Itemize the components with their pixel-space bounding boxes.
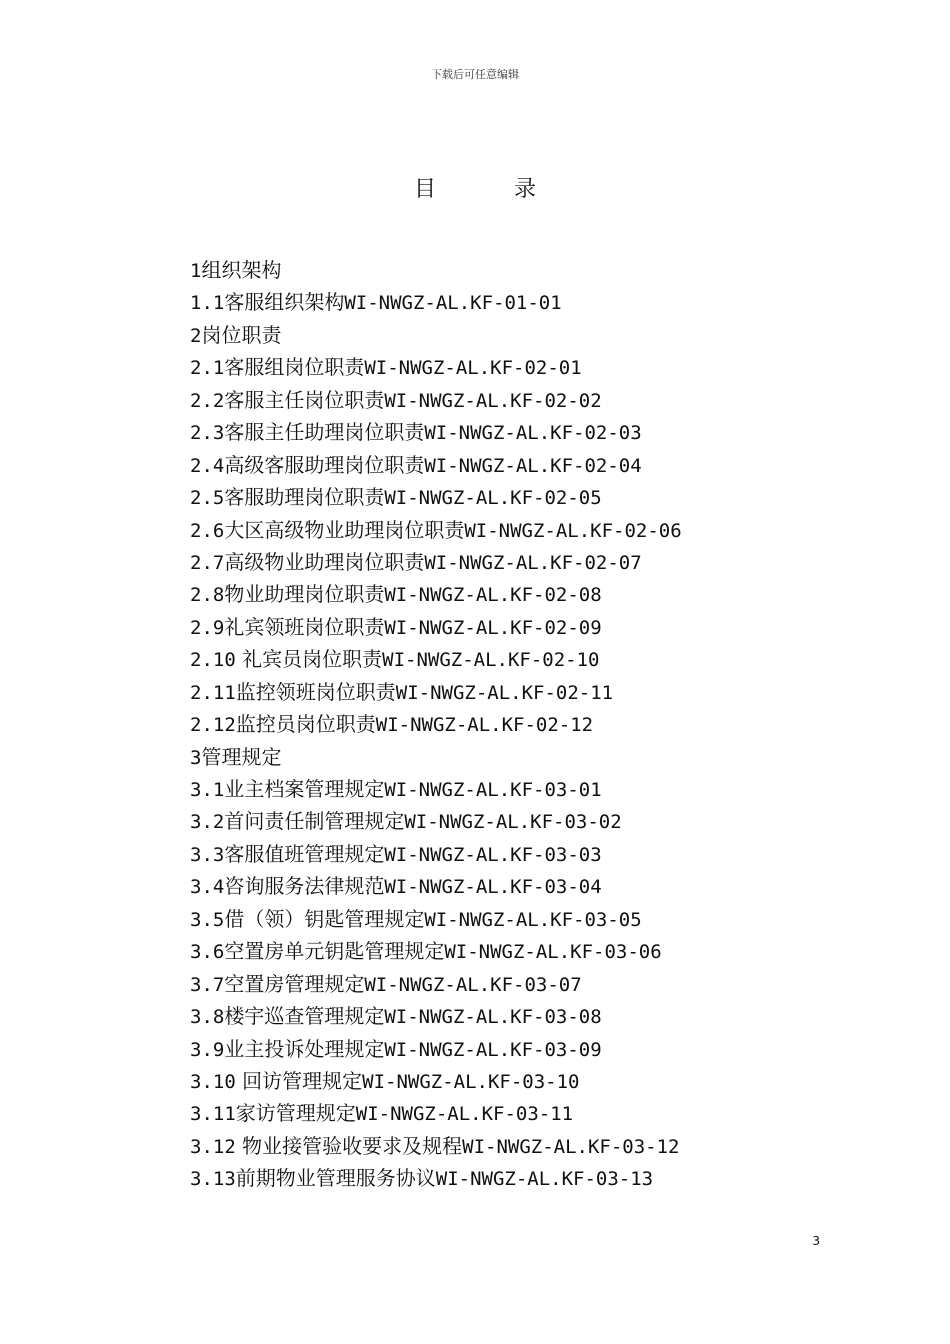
toc-entry[interactable] — [190, 611, 890, 643]
toc-entry-code: WI-NWGZ-AL.KF-02-04 — [424, 454, 642, 477]
header-note: 下载后可任意编辑 — [431, 68, 519, 81]
toc-entry-number: 3.4 — [190, 876, 225, 899]
toc-entry-number: 3.11 — [190, 1103, 236, 1126]
toc-entry-title: 楼宇巡查管理规定 — [224, 1004, 385, 1029]
toc-entry-title: 高级客服助理岗位职责 — [224, 452, 425, 477]
toc-entry-number: 3.9 — [190, 1038, 225, 1061]
toc-entry-number: 2.7 — [190, 551, 225, 574]
toc-entry[interactable] — [190, 1130, 890, 1162]
toc-entry[interactable] — [190, 578, 890, 610]
toc-entry[interactable] — [190, 903, 890, 935]
toc-entry-title: 空置房管理规定 — [224, 971, 365, 996]
toc-entry-code: WI-NWGZ-AL.KF-03-05 — [424, 908, 642, 931]
toc-entry-number: 2.9 — [190, 616, 225, 639]
toc-entry-title: 家访管理规定 — [235, 1101, 356, 1126]
toc-entry-title: 回访管理规定 — [235, 1068, 363, 1093]
toc-entry[interactable] — [190, 384, 890, 416]
toc-entry[interactable] — [190, 286, 890, 318]
toc-entry-code: WI-NWGZ-AL.KF-02-05 — [384, 487, 602, 510]
toc-entry-number: 2.8 — [190, 584, 225, 607]
document-title: 目录 — [413, 177, 614, 202]
toc-entry-number: 1.1 — [190, 292, 225, 315]
toc-entry-code: WI-NWGZ-AL.KF-03-03 — [384, 843, 602, 866]
toc-entry[interactable] — [190, 1033, 890, 1065]
toc-entry-number: 2.12 — [190, 714, 236, 737]
toc-entry-title: 借（领）钥匙管理规定 — [224, 906, 425, 931]
toc-entry-code: WI-NWGZ-AL.KF-02-03 — [424, 422, 642, 445]
toc-entry-title: 客服主任岗位职责 — [224, 387, 385, 412]
toc-entry-title: 客服主任助理岗位职责 — [224, 420, 425, 445]
toc-entry-title: 业主档案管理规定 — [224, 777, 385, 801]
toc-entry-number: 2.11 — [190, 681, 236, 704]
toc-entry-title: 大区高级物业助理岗位职责 — [224, 517, 465, 542]
toc-entry-code: WI-NWGZ-AL.KF-03-07 — [364, 973, 582, 996]
toc-entry-title: 咨询服务法律规范 — [224, 874, 385, 899]
toc-entry-number: 2.5 — [190, 487, 225, 510]
toc-entry-title: 业主投诉处理规定 — [224, 1036, 385, 1061]
toc-entry-number: 2.6 — [190, 519, 225, 542]
toc-entry-code: WI-NWGZ-AL.KF-02-01 — [364, 357, 582, 380]
toc-entry-code: WI-NWGZ-AL.KF-02-11 — [395, 681, 614, 704]
toc-entry[interactable] — [190, 708, 890, 740]
toc-entry-code: WI-NWGZ-AL.KF-02-02 — [384, 389, 602, 412]
toc-entry-number: 3.6 — [190, 941, 225, 964]
toc-entry-number: 3.5 — [190, 908, 225, 931]
toc-entry[interactable] — [190, 773, 890, 805]
toc-entry[interactable] — [190, 643, 890, 675]
toc-entry[interactable] — [190, 351, 890, 383]
table-of-contents — [190, 254, 890, 1195]
toc-entry-code: WI-NWGZ-AL.KF-03-11 — [355, 1103, 574, 1126]
toc-entry-code: WI-NWGZ-AL.KF-02-09 — [384, 616, 602, 639]
toc-entry[interactable] — [190, 805, 890, 837]
toc-entry-number: 2 — [190, 324, 202, 347]
toc-entry-title: 物业助理岗位职责 — [224, 582, 385, 607]
toc-entry-number: 3.8 — [190, 1006, 225, 1029]
toc-entry-title: 监控员岗位职责 — [235, 712, 376, 737]
toc-entry-title: 组织架构 — [201, 258, 282, 282]
toc-entry-number: 3.12 — [190, 1135, 236, 1158]
toc-entry-title: 客服值班管理规定 — [224, 841, 385, 866]
toc-entry-number: 3.7 — [190, 973, 225, 996]
toc-entry[interactable] — [190, 968, 890, 1000]
toc-entry[interactable] — [190, 319, 890, 351]
toc-entry[interactable] — [190, 449, 890, 481]
toc-entry-code: WI-NWGZ-AL.KF-02-08 — [384, 584, 602, 607]
toc-entry-title: 管理规定 — [201, 744, 282, 769]
toc-entry-number: 3.2 — [190, 811, 225, 834]
toc-entry-title: 物业接管验收要求及规程 — [235, 1133, 463, 1158]
toc-entry-title: 礼宾领班岗位职责 — [224, 614, 385, 639]
toc-entry-code: WI-NWGZ-AL.KF-03-04 — [384, 876, 602, 899]
toc-entry[interactable] — [190, 676, 890, 708]
toc-entry-code: WI-NWGZ-AL.KF-03-01 — [384, 779, 602, 801]
toc-entry-number: 3.13 — [190, 1168, 236, 1191]
toc-entry-number: 1 — [190, 260, 202, 282]
toc-entry[interactable] — [190, 1000, 890, 1032]
toc-entry-code: WI-NWGZ-AL.KF-03-02 — [404, 811, 622, 834]
toc-entry-title: 岗位职责 — [201, 322, 282, 347]
toc-entry-title: 客服组岗位职责 — [224, 355, 365, 380]
toc-entry[interactable] — [190, 838, 890, 870]
toc-entry-title: 客服助理岗位职责 — [224, 485, 385, 510]
toc-entry[interactable] — [190, 870, 890, 902]
toc-entry-number: 2.2 — [190, 389, 225, 412]
toc-entry-title: 礼宾员岗位职责 — [235, 647, 383, 672]
toc-entry-code: WI-NWGZ-AL.KF-01-01 — [344, 292, 562, 315]
toc-entry-code: WI-NWGZ-AL.KF-03-06 — [444, 941, 662, 964]
toc-entry-number: 2.1 — [190, 357, 225, 380]
toc-entry-number: 3.1 — [190, 779, 225, 801]
toc-entry-number: 3 — [190, 746, 202, 769]
toc-entry[interactable] — [190, 546, 890, 578]
toc-entry-number: 2.3 — [190, 422, 225, 445]
toc-entry-title: 空置房单元钥匙管理规定 — [224, 939, 445, 964]
toc-entry[interactable] — [190, 481, 890, 513]
toc-entry-number: 2.10 — [190, 649, 236, 672]
toc-entry-code: WI-NWGZ-AL.KF-02-06 — [464, 519, 682, 542]
toc-entry-number: 3.10 — [190, 1070, 236, 1093]
toc-entry-title: 高级物业助理岗位职责 — [224, 549, 425, 574]
toc-entry-number: 2.4 — [190, 454, 225, 477]
toc-entry-number: 3.3 — [190, 843, 225, 866]
toc-entry-code: WI-NWGZ-AL.KF-03-09 — [384, 1038, 602, 1061]
toc-entry-title: 首问责任制管理规定 — [224, 809, 405, 834]
toc-entry[interactable] — [190, 254, 890, 286]
toc-entry-title: 前期物业管理服务协议 — [235, 1166, 436, 1191]
toc-entry[interactable] — [190, 514, 890, 546]
toc-entry-code: WI-NWGZ-AL.KF-03-08 — [384, 1006, 602, 1029]
toc-entry[interactable] — [190, 1162, 890, 1194]
toc-entry-code: WI-NWGZ-AL.KF-03-12 — [462, 1135, 680, 1158]
page-number: 3 — [812, 1234, 820, 1248]
toc-entry[interactable] — [190, 935, 890, 967]
toc-entry[interactable] — [190, 416, 890, 448]
toc-entry-code: WI-NWGZ-AL.KF-03-13 — [435, 1168, 654, 1191]
toc-entry-code: WI-NWGZ-AL.KF-02-12 — [375, 714, 594, 737]
toc-entry-title: 监控领班岗位职责 — [235, 679, 396, 704]
toc-entry-code: WI-NWGZ-AL.KF-02-10 — [382, 649, 600, 672]
toc-entry-code: WI-NWGZ-AL.KF-03-10 — [362, 1070, 580, 1093]
toc-entry[interactable] — [190, 741, 890, 773]
toc-entry[interactable] — [190, 1065, 890, 1097]
toc-entry-code: WI-NWGZ-AL.KF-02-07 — [424, 551, 642, 574]
toc-entry[interactable] — [190, 1097, 890, 1129]
toc-entry-title: 客服组织架构 — [224, 290, 345, 315]
